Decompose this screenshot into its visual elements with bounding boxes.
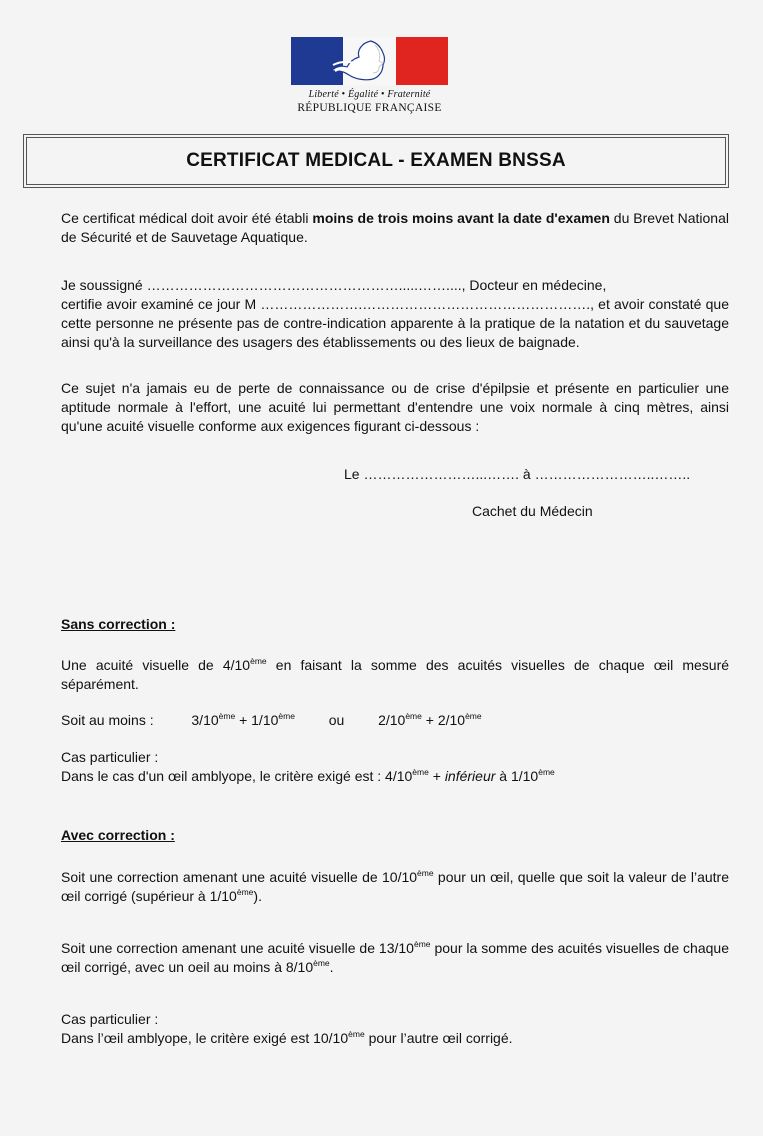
avec-correction-heading: Avec correction : (61, 827, 175, 843)
marianne-profile-icon (313, 37, 423, 85)
attestation-line-1: Je soussigné ……………………………………………….....……...., Docteur en médecine, (61, 277, 607, 293)
avec-correction-option-1: Soit une correction amenant une acuité visuelle de 10/10ème pour un œil, quelle que soit la valeur de l’autre œil corrigé (supérieur à 1/10ème). (61, 868, 729, 904)
minimum-options: Soit au moins : 3/10ème + 1/10ème ou 2/10ème + 2/10ème (61, 711, 482, 728)
intro-paragraph: Ce certificat médical doit avoir été établi moins de trois moins avant la date d'examen du Brevet National de Sécurité et de Sauvetage Aquatique. (61, 210, 729, 245)
sans-cas-particulier-label: Cas particulier : (61, 749, 159, 765)
avec-cas-particulier-text: Dans l’œil amblyope, le critère exigé est 10/10ème pour l’autre œil corrigé. (61, 1029, 513, 1046)
sans-correction-heading: Sans correction : (61, 616, 176, 632)
page-title: CERTIFICAT MEDICAL - EXAMEN BNSSA (186, 150, 566, 171)
doctor-stamp-label: Cachet du Médecin (472, 503, 593, 519)
avec-correction-option-2: Soit une correction amenant une acuité visuelle de 13/10ème pour la somme des acuités visuelles de chaque œil corrigé, avec un oeil au moins à 8/10ème. (61, 939, 729, 975)
title-box (23, 134, 729, 188)
flag-emblem (291, 37, 448, 85)
validity-emphasis: moins de trois moins avant la date d'examen (312, 210, 610, 226)
avec-cas-particulier-label: Cas particulier : (61, 1011, 159, 1027)
republique-logo (291, 37, 448, 114)
sans-cas-particulier-text: Dans le cas d'un œil amblyope, le critère exigé est : 4/10ème + inférieur à 1/10ème (61, 767, 555, 784)
republic-motto: Liberté • Égalité • Fraternité (308, 89, 431, 100)
date-place-line: Le ……………………...……. à ……………………..…….. (344, 466, 691, 482)
attestation-paragraph: certifie avoir examiné ce jour M ………………….…………………………………………., et avoir constaté que cette personne ne présente pas de contre-indication apparente à la pratique de la natation et du sauvetage ainsi qu'à la surveillance des usagers des établissements ou des lieux de baignade. (61, 296, 729, 350)
fitness-paragraph: Ce sujet n'a jamais eu de perte de connaissance ou de crise d'épilpsie et présente en particulier une aptitude normale à l'effort, une acuité lui permettant d'entendre une voix normale à cinq mètres, ainsi qu'une acuité visuelle conforme aux exigences figurant ci-dessous : (61, 380, 729, 434)
sans-correction-acuity: Une acuité visuelle de 4/10ème en faisant la somme des acuités visuelles de chaque œil mesuré séparément. (61, 656, 730, 692)
republic-name: RÉPUBLIQUE FRANÇAISE (297, 102, 442, 114)
